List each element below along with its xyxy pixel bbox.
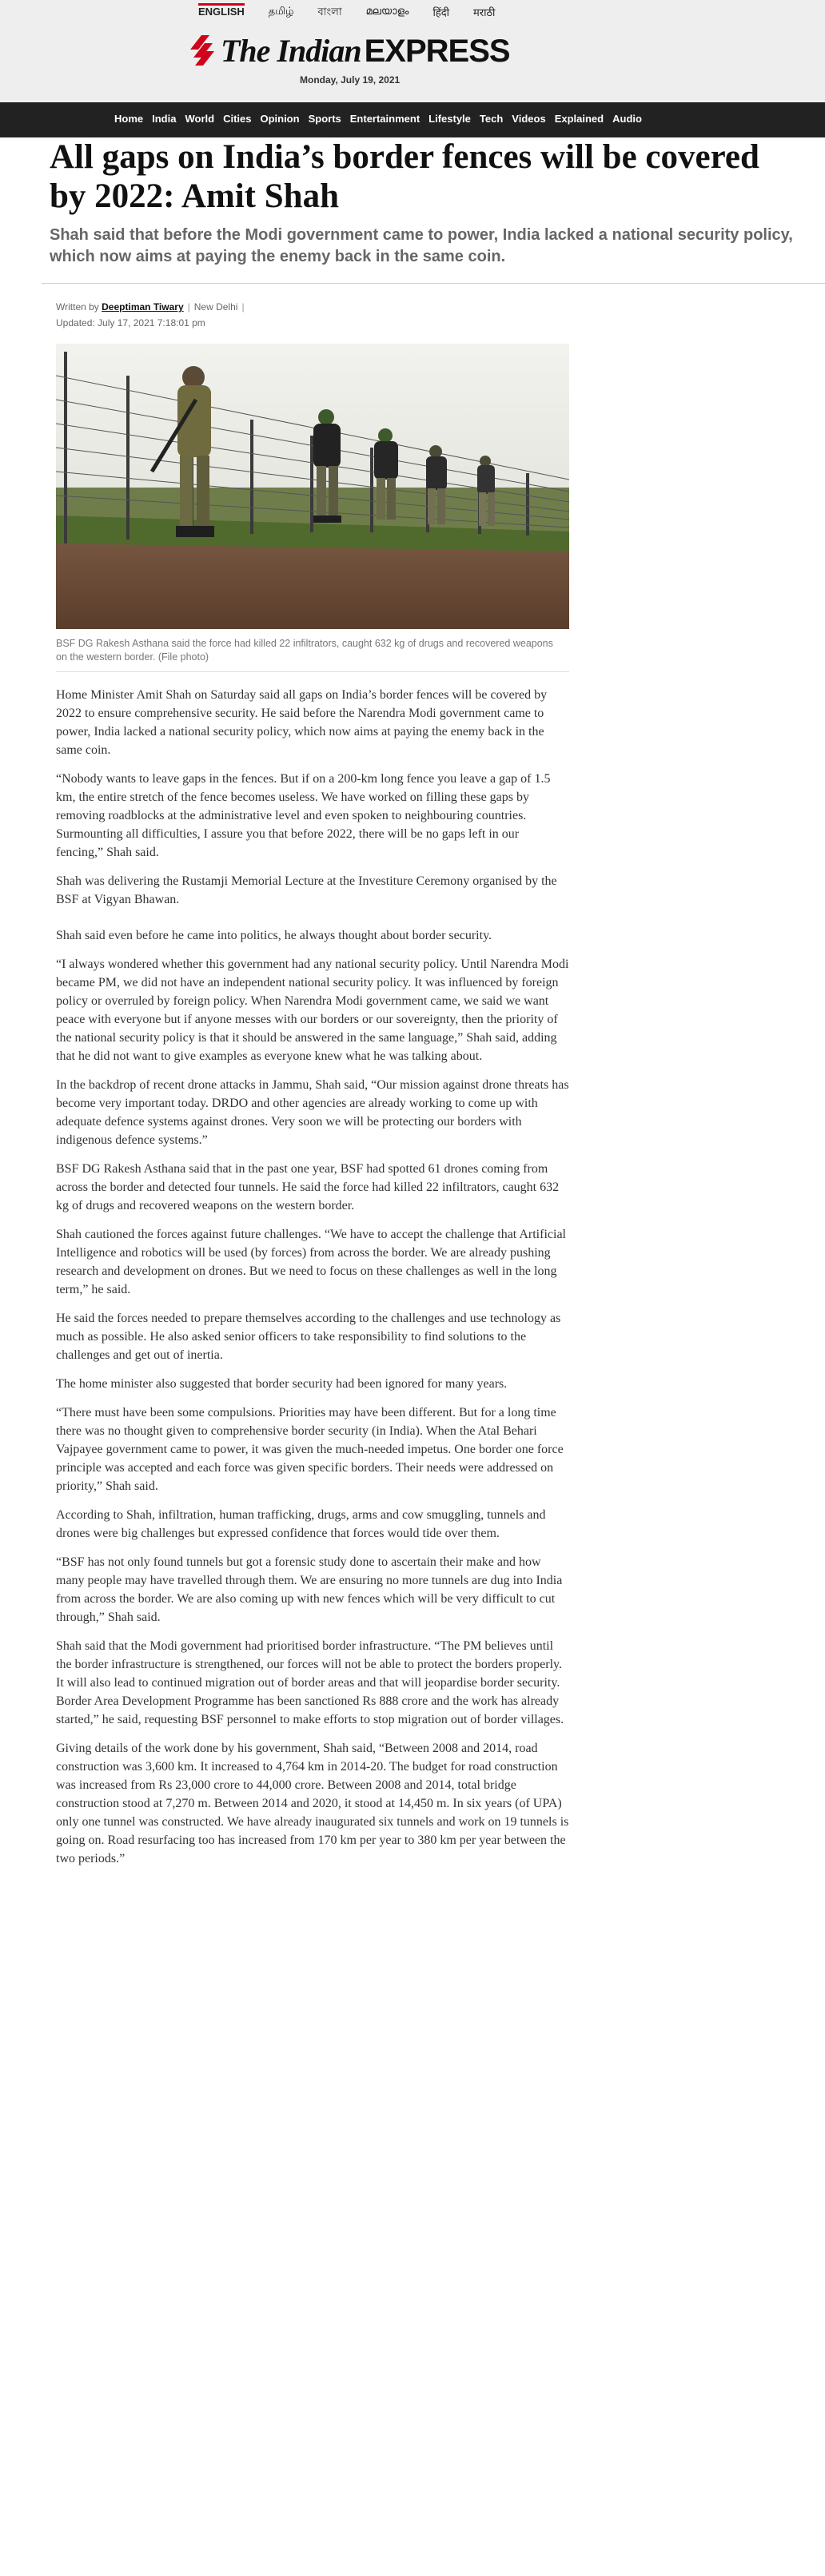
byline-prefix: Written by xyxy=(56,301,99,313)
nav-item-tech[interactable]: Tech xyxy=(479,113,504,125)
logo-stripes-icon xyxy=(190,34,214,67)
nav-item-entertainment[interactable]: Entertainment xyxy=(349,113,420,125)
article-paragraph: “I always wondered whether this government had any national security policy. Until Narendra Modi became PM, we did not have an independent national security policy. It was influenced by foreign policy or overruled by foreign policy. When Narendra Modi government came, we said we want peace with everyone but if anyone messes with our borders or our sovereignty, then the priority of the national security policy is that it should be answered in the same language,” Shah said, adding that he did not want to give examples as everyone knew what he was talking about. xyxy=(56,958,569,1063)
nav-item-sports[interactable]: Sports xyxy=(308,113,341,125)
article-paragraph: In the backdrop of recent drone attacks in Jammu, Shah said, “Our mission against drone threats has become very important today. DRDO and other agencies are already working to come up with adequate defence systems against drones. Very soon we will be protecting our borders with indigenous defence systems.” xyxy=(56,1078,569,1147)
language-bar xyxy=(198,3,495,22)
article-paragraph: He said the forces needed to prepare themselves according to the challenges and use technology as much as possible. He also asked senior officers to take responsibility to find solutions to the challenges and get out of inertia. xyxy=(56,1312,561,1362)
language-hindi[interactable]: हिंदी xyxy=(432,6,450,18)
nav-item-world[interactable]: World xyxy=(185,113,215,125)
article-paragraph: According to Shah, infiltration, human trafficking, drugs, arms and cow smuggling, tunnels and drones were big challenges but expressed confidence that forces would tide over them. xyxy=(56,1508,546,1540)
article-paragraph: “BSF has not only found tunnels but got a forensic study done to ascertain their make and how many people may have travelled through them. We are ensuring no more tunnels are dug into India from across the border. We are also coming up with new fences which will be very difficult to cut through,” Shah said. xyxy=(56,1555,563,1624)
article-paragraph: Shah cautioned the forces against future challenges. “We have to accept the challenge that Artificial Intelligence and robotics will be used (by forces) from across the border. We are already pushing research and development on drones. But we need to focus on these challenges as well in the long term,” he said. xyxy=(56,1228,566,1296)
article-paragraph: Giving details of the work done by his government, Shah said, “Between 2008 and 2014, road construction was 3,600 km. It increased to 4,764 km in 2014-20. The budget for road construction was increased from Rs 23,000 crore to 44,000 crore. Between 2008 and 2014, total bridge construction stood at 7,270 m. Between 2014 and 2020, it stood at 14,450 m. In six years (of UPA) only one tunnel was constructed. We have already inaugurated six tunnels and work on 19 tunnels is going on. Road resurfacing too has increased from 170 km per year to 380 km per year between the two periods.” xyxy=(56,1742,569,1865)
article-paragraph: The home minister also suggested that border security had been ignored for many years. xyxy=(56,1377,508,1391)
author-link[interactable]: Deeptiman Tiwary xyxy=(102,301,184,313)
article-paragraph: “Nobody wants to leave gaps in the fences. But if on a 200-km long fence you leave a gap of 1.5 km, the entire stretch of the fence becomes useless. We have worked on filling these gaps by removing roadblocks at the administrative level and even spoken to neighbouring countries. Surmounting all difficulties, I assure you that before 2022, there will be no gaps left in our fencing,” Shah said. xyxy=(56,772,551,859)
current-date: Monday, July 19, 2021 xyxy=(300,74,401,86)
site-logo[interactable] xyxy=(190,34,510,67)
nav-item-videos[interactable]: Videos xyxy=(512,113,546,125)
nav-item-audio[interactable]: Audio xyxy=(612,113,642,125)
nav-item-explained[interactable]: Explained xyxy=(554,113,604,125)
article-paragraph: BSF DG Rakesh Asthana said that in the past one year, BSF had spotted 61 drones coming from across the border and detected four tunnels. He said the force had killed 22 infiltrators, caught 632 kg of drugs and recovered weapons on the western border. xyxy=(56,1162,560,1212)
language-bangla[interactable]: বাংলা xyxy=(317,6,342,18)
article-body xyxy=(56,686,569,1878)
updated-timestamp: Updated: July 17, 2021 7:18:01 pm xyxy=(56,317,205,328)
nav-item-opinion[interactable]: Opinion xyxy=(260,113,300,125)
article-paragraph: “There must have been some compulsions. Priorities may have been different. But for a long time there was no thought given to comprehensive border security (in India). When the Atal Behari Vajpayee government came to power, it was given the much-needed impetus. One border one force principle was accepted and each force was given specific borders. Their needs were addressed on priority,” Shah said. xyxy=(56,1406,564,1493)
article-paragraph: Home Minister Amit Shah on Saturday said all gaps on India’s border fences will be covered by 2022 to ensure comprehensive security. He said before the Narendra Modi government came to power, India lacked a national security policy, which now aims at paying the enemy back in the same coin. xyxy=(56,688,548,757)
article-paragraph: Shah said even before he came into politics, he always thought about border security. xyxy=(56,929,492,942)
divider xyxy=(56,671,569,672)
article-headline: All gaps on India’s border fences will be covered by 2022: Amit Shah xyxy=(50,138,759,215)
article-paragraph: Shah was delivering the Rustamji Memorial Lecture at the Investiture Ceremony organised by the BSF at Vigyan Bhawan. xyxy=(56,874,557,906)
language-malayalam[interactable]: മലയാളം xyxy=(365,5,409,17)
nav-item-lifestyle[interactable]: Lifestyle xyxy=(428,113,471,125)
nav-item-home[interactable]: Home xyxy=(114,113,144,125)
main-nav xyxy=(0,102,825,137)
logo-text-the-indian: The Indian xyxy=(221,33,361,69)
language-tamil[interactable]: தமிழ் xyxy=(268,5,294,17)
photo-caption: BSF DG Rakesh Asthana said the force had killed 22 infiltrators, caught 632 kg of drugs and recovered weapons on the western border. (File photo) xyxy=(56,638,553,663)
language-marathi[interactable]: मराठी xyxy=(473,6,496,18)
byline-location: New Delhi xyxy=(193,301,238,313)
nav-item-cities[interactable]: Cities xyxy=(223,113,252,125)
soldiers-patrolling-border-fence-photo xyxy=(56,344,569,629)
byline: Written by Deeptiman Tiwary | New Delhi | xyxy=(56,301,245,313)
article-subheadline: Shah said that before the Modi government came to power, India lacked a national security policy, which now aims at paying the enemy back in the same coin. xyxy=(50,226,793,265)
nav-item-india[interactable]: India xyxy=(152,113,177,125)
logo-text-express: EXPRESS xyxy=(364,34,510,69)
language-english[interactable]: ENGLISH xyxy=(198,3,245,22)
divider xyxy=(42,283,825,284)
article-paragraph: Shah said that the Modi government had prioritised border infrastructure. “The PM believes until the border infrastructure is strengthened, our forces will not be able to protect the borders properly. It will also lead to continued migration out of border areas and that will jeopardise border security. Border Area Development Programme has been sanctioned Rs 888 crore and the work has already started,” he said, requesting BSF personnel to make efforts to stop migration out of border villages. xyxy=(56,1639,564,1726)
